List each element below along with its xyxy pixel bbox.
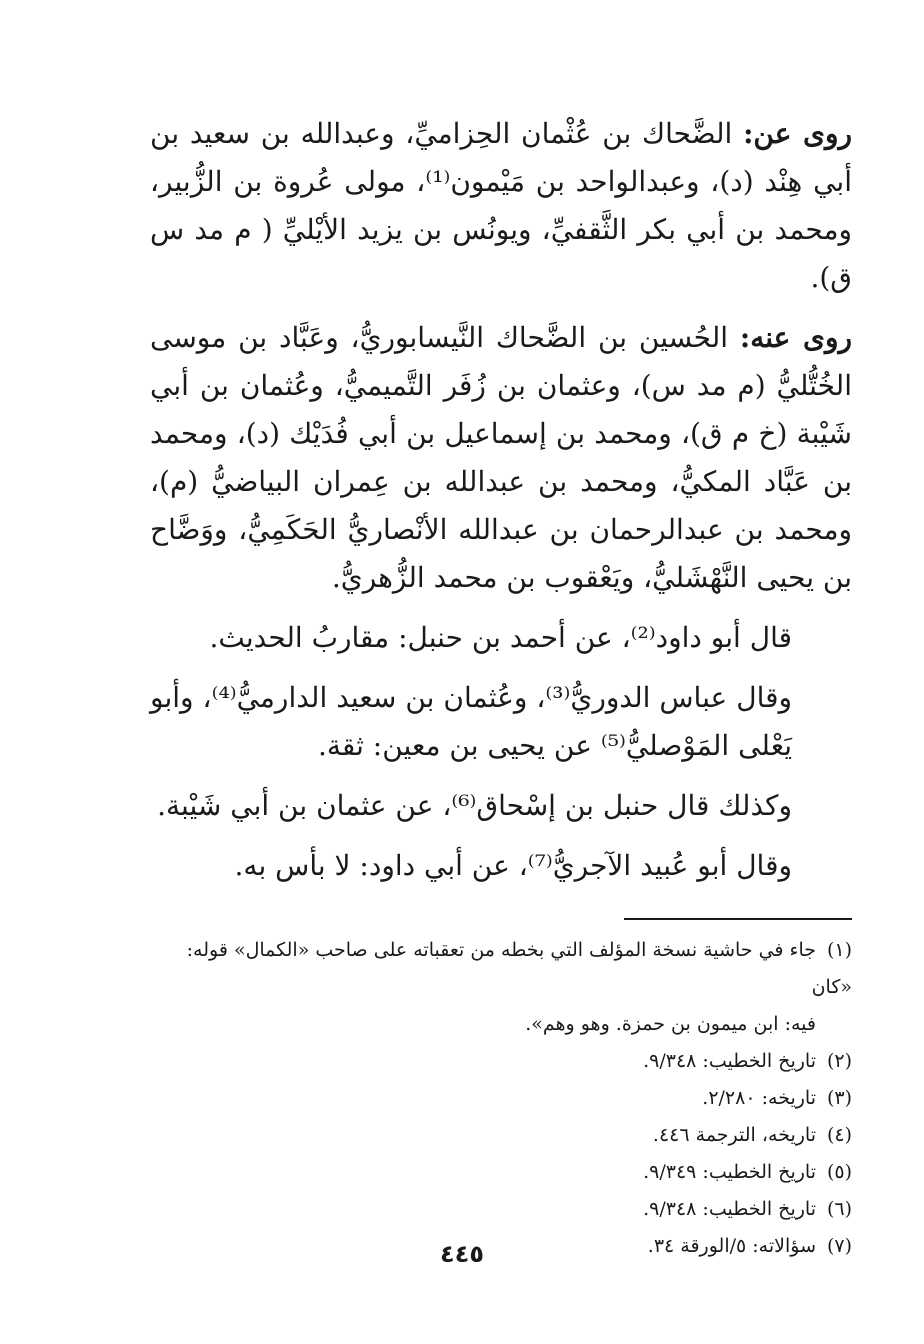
paragraph-abu-dawud <box>150 614 852 662</box>
footnote-1-continuation <box>150 1006 852 1043</box>
footnote-text: تاريخه، الترجمة ٤٤٦. <box>652 1124 816 1146</box>
footnote-5 <box>150 1154 852 1191</box>
footnote-text: تاريخ الخطيب: ٩/٣٤٨. <box>643 1050 816 1072</box>
paragraph-text: وقال أبو عُبيد الآجريُّ⁽⁷⁾، عن أبي داود: لا بأس به. <box>234 849 792 882</box>
paragraph-text: الضَّحاك بن عُثْمان الحِزاميِّ، وعبدالله بن سعيد بن أبي هِنْد (د)، وعبدالواحد بن مَيْمون⁽¹⁾، مولى عُروة بن الزُّبير، ومحمد بن أبي بكر الثَّقفيِّ، ويونُس بن يزيد الأيْليِّ ( م مد س ق). <box>150 117 852 294</box>
paragraph-text: الحُسين بن الضَّحاك النَّيسابوريُّ، وعَبَّاد بن موسى الخُتُّليُّ (م مد س)، وعثمان بن زُفَر التَّميميُّ، وعُثمان بن أبي شَيْبة (خ م ق)، ومحمد بن إسماعيل بن أبي فُدَيْك (د)، ومحمد بن عَبَّاد المكيُّ، ومحمد بن عبدالله بن عِمران البياضيُّ (م)، ومحمد بن عبدالرحمان بن عبدالله الأنْصاريُّ الحَكَمِيُّ، ووَضَّاح بن يحيى النَّهْشَليُّ، ويَعْقوب بن محمد الزُّهريُّ. <box>150 321 852 594</box>
paragraph-narrated-from <box>150 110 852 302</box>
footnote-text: سؤالاته: ٥/الورقة ٣٤. <box>647 1235 816 1257</box>
main-text <box>150 110 852 902</box>
footnote-separator <box>624 918 852 920</box>
footnote-text: تاريخ الخطيب: ٩/٣٤٨. <box>643 1198 816 1220</box>
footnote-number: (٣) <box>826 1087 852 1109</box>
footnotes <box>150 932 852 1265</box>
footnote-text: فيه: ابن ميمون بن حمزة. وهو وهم». <box>525 1013 816 1035</box>
paragraph-narrated-by <box>150 314 852 602</box>
footnote-number: (٢) <box>826 1050 852 1072</box>
footnote-number: (٧) <box>826 1235 852 1257</box>
footnote-text: تاريخ الخطيب: ٩/٣٤٩. <box>643 1161 816 1183</box>
paragraph-hanbal <box>150 782 852 830</box>
paragraph-text: وكذلك قال حنبل بن إسْحاق⁽⁶⁾، عن عثمان بن أبي شَيْبة. <box>157 789 792 822</box>
footnote-number: (٥) <box>826 1161 852 1183</box>
paragraph-ajurri <box>150 842 852 890</box>
paragraph-text: وقال عباس الدوريُّ⁽³⁾، وعُثمان بن سعيد الدارميُّ⁽⁴⁾، وأبو يَعْلى المَوْصليُّ⁽⁵⁾ عن يحيى بن معين: ثقة. <box>150 681 793 762</box>
footnote-6 <box>150 1191 852 1228</box>
footnote-4 <box>150 1117 852 1154</box>
footnote-number: (٦) <box>826 1198 852 1220</box>
paragraph-lead: روى عن: <box>743 117 852 150</box>
footnote-3 <box>150 1080 852 1117</box>
paragraph-text: قال أبو داود⁽²⁾، عن أحمد بن حنبل: مقاربُ الحديث. <box>209 621 792 654</box>
footnote-text: جاء في حاشية نسخة المؤلف التي بخطه من تعقباته على صاحب «الكمال» قوله: «كان <box>186 939 852 998</box>
footnote-number: (٤) <box>826 1124 852 1146</box>
footnote-number: (١) <box>826 939 852 961</box>
footnote-text: تاريخه: ٢/٢٨٠. <box>702 1087 816 1109</box>
paragraph-abbas-durii <box>150 674 852 770</box>
footnote-1 <box>150 932 852 1006</box>
paragraph-lead: روى عنه: <box>739 321 853 354</box>
footnote-2 <box>150 1043 852 1080</box>
page-number: ٤٤٥ <box>440 1240 484 1268</box>
